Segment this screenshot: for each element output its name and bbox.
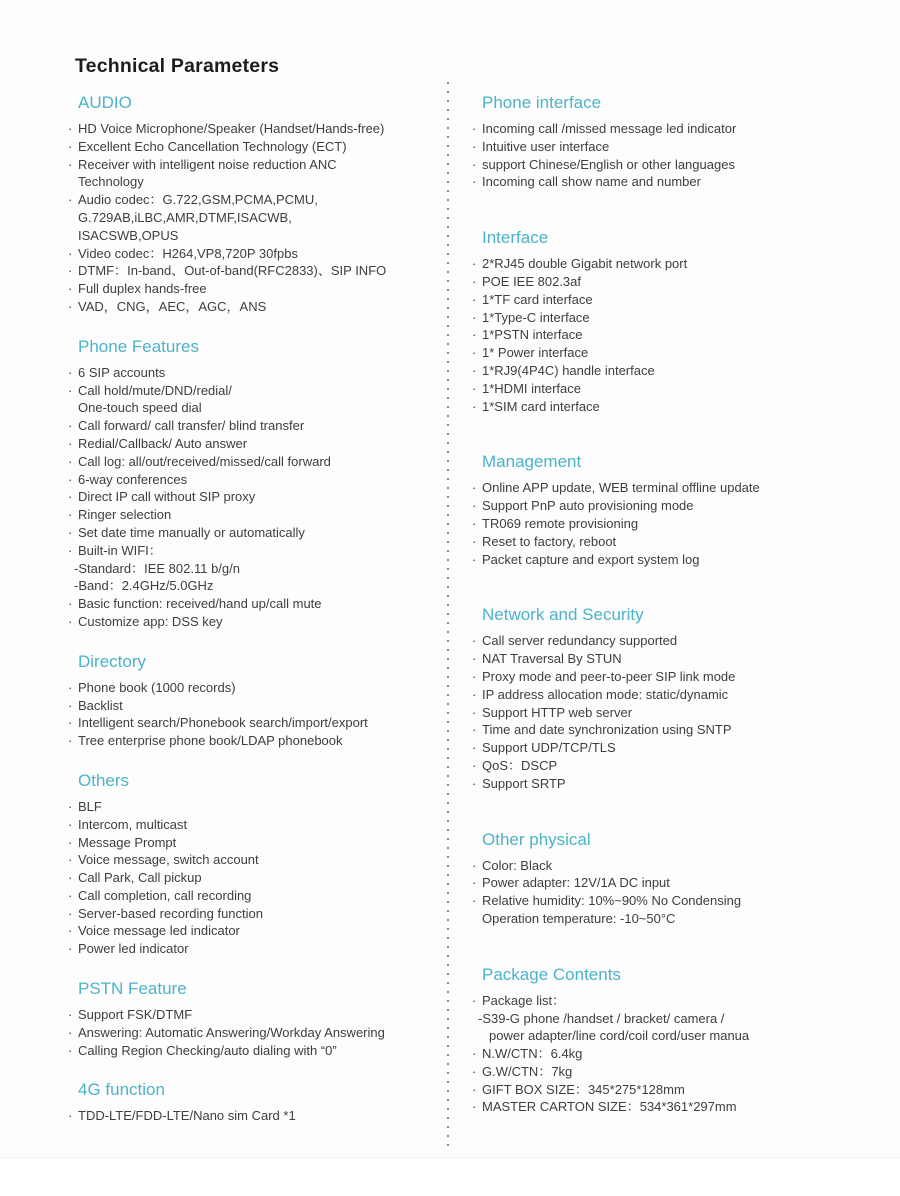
spec-text: support Chinese/English or other languages [482,156,735,172]
spec-text: Answering: Automatic Answering/Workday Answering [78,1024,385,1040]
bullet-dot-icon: · [472,156,477,172]
spec-item [68,227,424,245]
section-4g-function [68,1079,424,1125]
spec-item [68,280,424,298]
spec-text: Support HTTP web server [482,704,633,720]
spec-item [472,757,890,775]
spec-item [472,398,890,416]
columns-container [68,92,890,1152]
spec-text: POE IEE 802.3af [482,273,582,289]
spec-item [472,1027,890,1045]
bullet-dot-icon: · [472,1081,477,1097]
spec-item [68,887,424,905]
spec-item [68,905,424,923]
bullet-dot-icon: · [68,596,73,612]
bullet-dot-icon: · [472,775,477,791]
spec-item [472,1081,890,1099]
bullet-dot-icon: · [68,138,73,154]
spec-text: Intelligent search/Phonebook search/import/export [78,715,368,731]
spec-item [472,650,890,668]
spec-text: QoS：DSCP [482,757,558,773]
spec-text: Server-based recording function [78,905,263,921]
bullet-dot-icon: · [68,192,73,208]
spec-text: TDD-LTE/FDD-LTE/Nano sim Card *1 [78,1108,296,1124]
section-heading: AUDIO [78,93,132,112]
bullet-dot-icon: · [472,651,477,667]
bullet-dot-icon: · [68,941,73,957]
spec-text: Call Park, Call pickup [78,870,202,886]
spec-item [68,471,424,489]
spec-text: Customize app: DSS key [78,613,223,629]
bullet-dot-icon: · [68,905,73,921]
spec-item [68,1006,424,1024]
bullet-dot-icon: · [472,633,477,649]
bullet-dot-icon: · [68,263,73,279]
spec-item [472,326,890,344]
bullet-dot-icon: · [68,852,73,868]
section-directory [68,651,424,750]
spec-text: Phone book (1000 records) [78,679,236,695]
bullet-dot-icon: · [68,453,73,469]
spec-text: Technology [78,174,144,190]
left-column [68,92,448,1145]
spec-text: N.W/CTN：6.4kg [482,1046,583,1062]
bullet-dot-icon: · [68,435,73,451]
bullet-dot-icon: · [68,1108,73,1124]
spec-item [68,834,424,852]
spec-text: Intercom, multicast [78,816,188,832]
spec-item [68,577,424,595]
spec-item [68,732,424,750]
spec-text: Backlist [78,697,123,713]
spec-item [472,551,890,569]
spec-text: 6 SIP accounts [78,364,166,380]
spec-text: -Standard：IEE 802.11 b/g/n [74,560,240,576]
page-title: Technical Parameters [75,55,280,78]
spec-text: Receiver with intelligent noise reduction ANC [78,156,337,172]
spec-text: 2*RJ45 double Gigabit network port [482,256,688,272]
bullet-dot-icon: · [68,733,73,749]
spec-text: Full duplex hands-free [78,281,207,297]
spec-text: Color: Black [482,857,553,873]
bullet-dot-icon: · [472,757,477,773]
spec-item [68,453,424,471]
section-audio [68,92,424,316]
bullet-dot-icon: · [472,992,477,1008]
spec-item [68,382,424,400]
spec-text: IP address allocation mode: static/dynamic [482,686,729,702]
section-package-contents [472,964,890,1117]
section-heading: Directory [78,651,147,671]
spec-item [68,156,424,174]
spec-text: Video codec：H264,VP8,720P 30fpbs [78,245,298,261]
spec-item [68,298,424,316]
section-phone-interface [472,92,890,191]
bullet-dot-icon: · [68,418,73,434]
bullet-dot-icon: · [68,156,73,172]
bullet-dot-icon: · [472,704,477,720]
spec-text: Online APP update, WEB terminal offline update [482,480,760,496]
bullet-dot-icon: · [472,327,477,343]
right-column [472,92,890,1152]
bullet-dot-icon: · [68,816,73,832]
bullet-dot-icon: · [68,542,73,558]
spec-text: Operation temperature: -10~50°C [482,910,676,926]
section-heading: Network and Security [482,605,644,625]
spec-text: Ringer selection [78,507,172,523]
bullet-dot-icon: · [68,798,73,814]
spec-text: Tree enterprise phone book/LDAP phonebook [78,733,343,749]
bullet-dot-icon: · [472,345,477,361]
bullet-dot-icon: · [472,857,477,873]
spec-text: 1*SIM card interface [482,398,600,414]
spec-item [68,1107,424,1125]
bullet-dot-icon: · [472,362,477,378]
bullet-dot-icon: · [472,740,477,756]
spec-text: NAT Traversal By STUN [482,651,622,667]
spec-text: BLF [78,798,102,814]
spec-text: 6-way conferences [78,471,188,487]
spec-text: HD Voice Microphone/Speaker (Handset/Hands-free) [78,121,385,136]
bullet-dot-icon: · [68,1007,73,1023]
spec-item [68,851,424,869]
bullet-dot-icon: · [472,1099,477,1115]
bullet-dot-icon: · [472,138,477,154]
spec-item [68,560,424,578]
spec-text: Call log: all/out/received/missed/call forward [78,453,331,469]
spec-item [472,156,890,174]
spec-text: Power adapter: 12V/1A DC input [482,875,670,891]
bullet-dot-icon: · [68,507,73,523]
bullet-dot-icon: · [68,298,73,314]
spec-item [472,874,890,892]
bullet-dot-icon: · [472,309,477,325]
spec-item [472,704,890,722]
spec-item [68,679,424,697]
spec-item [68,417,424,435]
bullet-dot-icon: · [472,256,477,272]
bullet-dot-icon: · [472,668,477,684]
section-heading: Interface [482,228,549,248]
spec-item [472,892,890,910]
bullet-dot-icon: · [68,613,73,629]
section-heading: Phone interface [482,93,602,112]
spec-text: Call server redundancy supported [482,633,678,649]
spec-item [68,816,424,834]
spec-text: GIFT BOX SIZE：345*275*128mm [482,1081,685,1097]
spec-item [472,479,890,497]
spec-item [472,1063,890,1081]
spec-text: G.W/CTN：7kg [482,1063,573,1079]
bullet-dot-icon: · [472,273,477,289]
bullet-dot-icon: · [472,498,477,514]
bullet-dot-icon: · [472,722,477,738]
spec-text: One-touch speed dial [78,400,202,416]
bullet-dot-icon: · [68,471,73,487]
spec-item [68,120,424,138]
bullet-dot-icon: · [68,1042,73,1058]
spec-item [68,245,424,263]
spec-text: ISACSWB,OPUS [78,227,179,243]
bullet-dot-icon: · [68,281,73,297]
bullet-dot-icon: · [472,686,477,702]
section-interface [472,227,890,415]
spec-text: 1* Power interface [482,345,589,361]
spec-text: Power led indicator [78,941,189,957]
spec-item [472,255,890,273]
bullet-dot-icon: · [472,380,477,396]
section-others [68,770,424,958]
spec-item [472,721,890,739]
spec-text: Relative humidity: 10%~90% No Condensing [482,893,742,909]
spec-item [472,120,890,138]
bullet-dot-icon: · [472,515,477,531]
spec-item [68,524,424,542]
spec-item [472,686,890,704]
section-heading: PSTN Feature [78,979,187,999]
bullet-dot-icon: · [68,245,73,261]
spec-text: -S39-G phone /handset / bracket/ camera / [478,1010,725,1026]
spec-text: TR069 remote provisioning [482,515,639,531]
spec-item [472,1098,890,1116]
bullet-dot-icon: · [68,364,73,380]
spec-item [68,209,424,227]
spec-text: G.729AB,iLBC,AMR,DTMF,ISACWB, [78,209,292,225]
bullet-dot-icon: · [68,382,73,398]
bullet-dot-icon: · [472,551,477,567]
spec-text: Support SRTP [482,775,566,791]
spec-item [472,273,890,291]
spec-item [68,798,424,816]
spec-item [68,399,424,417]
spec-text: Proxy mode and peer-to-peer SIP link mode [482,668,736,684]
section-heading: Other physical [482,829,591,849]
bullet-dot-icon: · [68,121,73,136]
spec-text: 1*PSTN interface [482,327,583,343]
spec-text: Redial/Callback/ Auto answer [78,435,248,451]
spec-item [472,291,890,309]
spec-item [68,1024,424,1042]
spec-item [472,739,890,757]
spec-text: Voice message, switch account [78,852,259,868]
bullet-dot-icon: · [68,923,73,939]
spec-text: 1*TF card interface [482,291,593,307]
spec-item [68,364,424,382]
spec-text: Call completion, call recording [78,887,252,903]
bullet-dot-icon: · [68,697,73,713]
section-phone-features [68,336,424,631]
spec-item [68,435,424,453]
bullet-dot-icon: · [68,834,73,850]
bullet-dot-icon: · [472,893,477,909]
spec-item [472,497,890,515]
spec-text: 1*RJ9(4P4C) handle interface [482,362,655,378]
spec-item [472,515,890,533]
spec-item [472,1045,890,1063]
spec-text: Voice message led indicator [78,923,240,939]
section-heading: Others [78,770,130,790]
spec-text: Audio codec：G.722,GSM,PCMA,PCMU, [78,192,318,208]
spec-item [472,668,890,686]
section-heading: Phone Features [78,336,199,356]
bullet-dot-icon: · [68,679,73,695]
bullet-dot-icon: · [472,291,477,307]
spec-text: Support PnP auto provisioning mode [482,498,694,514]
spec-item [472,362,890,380]
spec-text: Intuitive user interface [482,138,610,154]
spec-text: 1*HDMI interface [482,380,581,396]
spec-item [68,138,424,156]
spec-text: Call forward/ call transfer/ blind transfer [78,418,305,434]
spec-item [68,488,424,506]
spec-item [472,173,890,191]
spec-item [472,533,890,551]
spec-text: Direct IP call without SIP proxy [78,489,256,505]
spec-text: Message Prompt [78,834,177,850]
spec-item [68,613,424,631]
spec-text: Calling Region Checking/auto dialing with “0” [78,1042,337,1058]
section-network-and-security [472,604,890,792]
spec-item [472,138,890,156]
spec-text: Built-in WIFI： [78,542,162,558]
section-other-physical [472,829,890,928]
bullet-dot-icon: · [472,1046,477,1062]
spec-text: Support FSK/DTMF [78,1007,193,1023]
section-heading: Package Contents [482,964,621,984]
spec-item [68,714,424,732]
section-heading: 4G function [78,1080,165,1100]
spec-text: MASTER CARTON SIZE：534*361*297mm [482,1099,737,1115]
spec-text: Basic function: received/hand up/call mute [78,596,322,612]
spec-item [68,697,424,715]
spec-text: Excellent Echo Cancellation Technology (ECT) [78,138,347,154]
bullet-dot-icon: · [68,1024,73,1040]
bullet-dot-icon: · [472,398,477,414]
spec-item [472,910,890,928]
spec-item [68,191,424,209]
spec-text: Support UDP/TCP/TLS [482,740,616,756]
bullet-dot-icon: · [472,1063,477,1079]
spec-item [472,775,890,793]
spec-item [472,857,890,875]
spec-text: VAD，CNG，AEC，AGC，ANS [78,298,267,314]
spec-text: Incoming call show name and number [482,174,701,190]
spec-text: -Band：2.4GHz/5.0GHz [74,578,214,594]
section-heading: Management [482,452,582,472]
spec-text: 1*Type-C interface [482,309,590,325]
bullet-dot-icon: · [472,174,477,190]
spec-text: Incoming call /missed message led indicator [482,121,737,136]
spec-text: Set date time manually or automatically [78,524,305,540]
spec-item [472,309,890,327]
spec-item [68,922,424,940]
bullet-dot-icon: · [68,489,73,505]
spec-item [472,992,890,1010]
spec-text: Reset to factory, reboot [482,533,617,549]
bullet-dot-icon: · [472,875,477,891]
section-management [472,451,890,568]
spec-text: DTMF：In-band、Out-of-band(RFC2833)、SIP INFO [78,263,387,279]
spec-item [68,262,424,280]
spec-item [68,173,424,191]
spec-item [68,1042,424,1060]
spec-item [68,595,424,613]
spec-text: Time and date synchronization using SNTP [482,722,732,738]
bullet-dot-icon: · [472,121,477,136]
spec-item [472,344,890,362]
bullet-dot-icon: · [68,715,73,731]
bullet-dot-icon: · [68,870,73,886]
bullet-dot-icon: · [472,480,477,496]
spec-item [68,506,424,524]
bullet-dot-icon: · [68,887,73,903]
spec-text: Call hold/mute/DND/redial/ [78,382,232,398]
spec-item [472,380,890,398]
spec-item [68,940,424,958]
spec-text: power adapter/line cord/coil cord/user manua [489,1028,750,1044]
spec-item [68,869,424,887]
bullet-dot-icon: · [68,524,73,540]
spec-text: Packet capture and export system log [482,551,700,567]
spec-item [68,542,424,560]
spec-item [472,1010,890,1028]
section-pstn-feature [68,978,424,1059]
spec-item [472,632,890,650]
spec-text: Package list： [482,992,566,1008]
bullet-dot-icon: · [472,533,477,549]
